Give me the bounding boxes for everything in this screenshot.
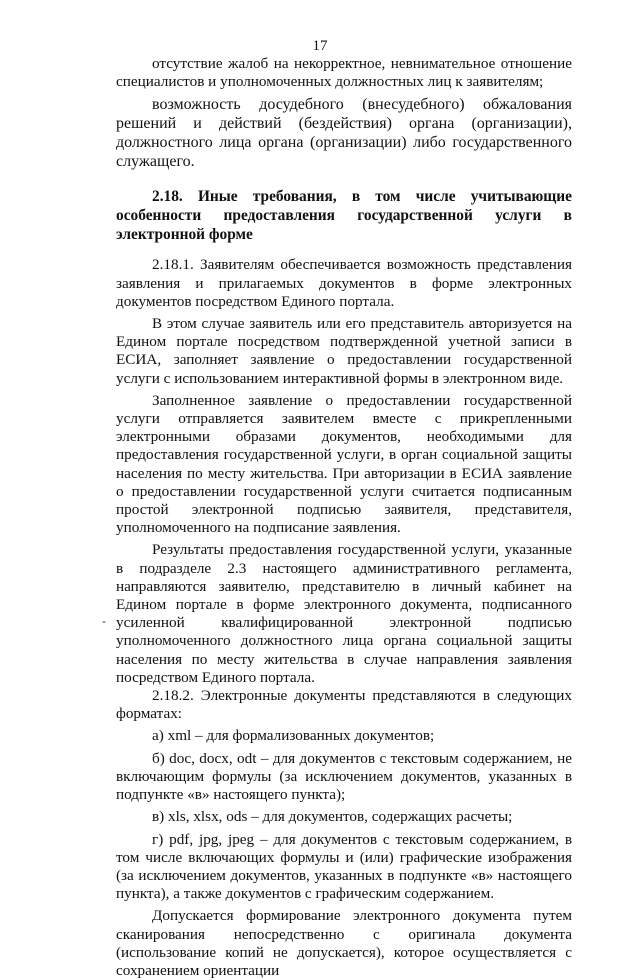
- paragraph-results: Результаты предоставления государственной услуги, указанные в подразделе 2.3 настоящего административного регламента, направляются заявителю, представителю в личный кабинет на Едином портале в форме электронного документа, подписанного усиленной квалифицированной электронной подписью уполномоченного должностного лица органа социальной защиты населения по месту жительства в случае направления заявления посредством Единого портала.: [116, 541, 572, 686]
- format-item-g: г) pdf, jpg, jpeg – для документов с текстовым содержанием, в том числе включающих формулы и (или) графические изображения (за исключением документов, указанных в подпункте «в» настоящего пункта), а также документов с графическим содержанием.: [116, 830, 572, 903]
- document-body: [116, 55, 572, 980]
- format-item-b: б) doc, docx, odt – для документов с текстовым содержанием, не включающим формулы (за исключением документов, указанных в подпункте «в» настоящего пункта);: [116, 749, 572, 804]
- page-number: 17: [312, 38, 328, 54]
- paragraph-scanning: Допускается формирование электронного документа путем сканирования непосредственно с оригинала документа (использование копий не допускается), которое осуществляется с сохранением ориентации: [116, 907, 572, 979]
- format-item-a: а) xml – для формализованных документов;: [152, 727, 435, 745]
- paragraph-filled-application: Заполненное заявление о предоставлении государственной услуги отправляется заявителем вместе с прикрепленными электронными образами документов, необходимыми для предоставления государственной услуги, в орган социальной защиты населения по месту жительства. При авторизации в ЕСИА заявление о предоставлении государственной услуги считается подписанным простой электронной подписью заявителя, представителя, уполномоченного на подписание заявления.: [116, 391, 572, 537]
- paragraph-authorization: В этом случае заявитель или его представитель авторизуется на Едином портале посредством подтвержденной учетной записи в ЕСИА, заполняет заявление о предоставлении государственной услуги с использованием интерактивной формы в электронном виде.: [116, 315, 572, 387]
- margin-mark: -: [102, 614, 106, 628]
- paragraph-2-18-2: 2.18.2. Электронные документы представляются в следующих форматах:: [116, 687, 572, 723]
- format-item-v: в) xls, xlsx, ods – для документов, содержащих расчеты;: [152, 808, 513, 826]
- paragraph-appeal: возможность досудебного (внесудебного) обжалования решений и действий (бездействия) органа (организации), должностного лица органа (организации) либо государственного служащего.: [116, 96, 572, 171]
- paragraph-complaints: отсутствие жалоб на некорректное, невнимательное отношение специалистов и уполномоченных должностных лиц к заявителям;: [116, 55, 572, 91]
- paragraph-2-18-1: 2.18.1. Заявителям обеспечивается возможность представления заявления и прилагаемых документов в форме электронных документов посредством Единого портала.: [116, 256, 572, 310]
- section-heading: 2.18. Иные требования, в том числе учитывающие особенности предоставления государственной услуги в электронной форме: [116, 188, 572, 244]
